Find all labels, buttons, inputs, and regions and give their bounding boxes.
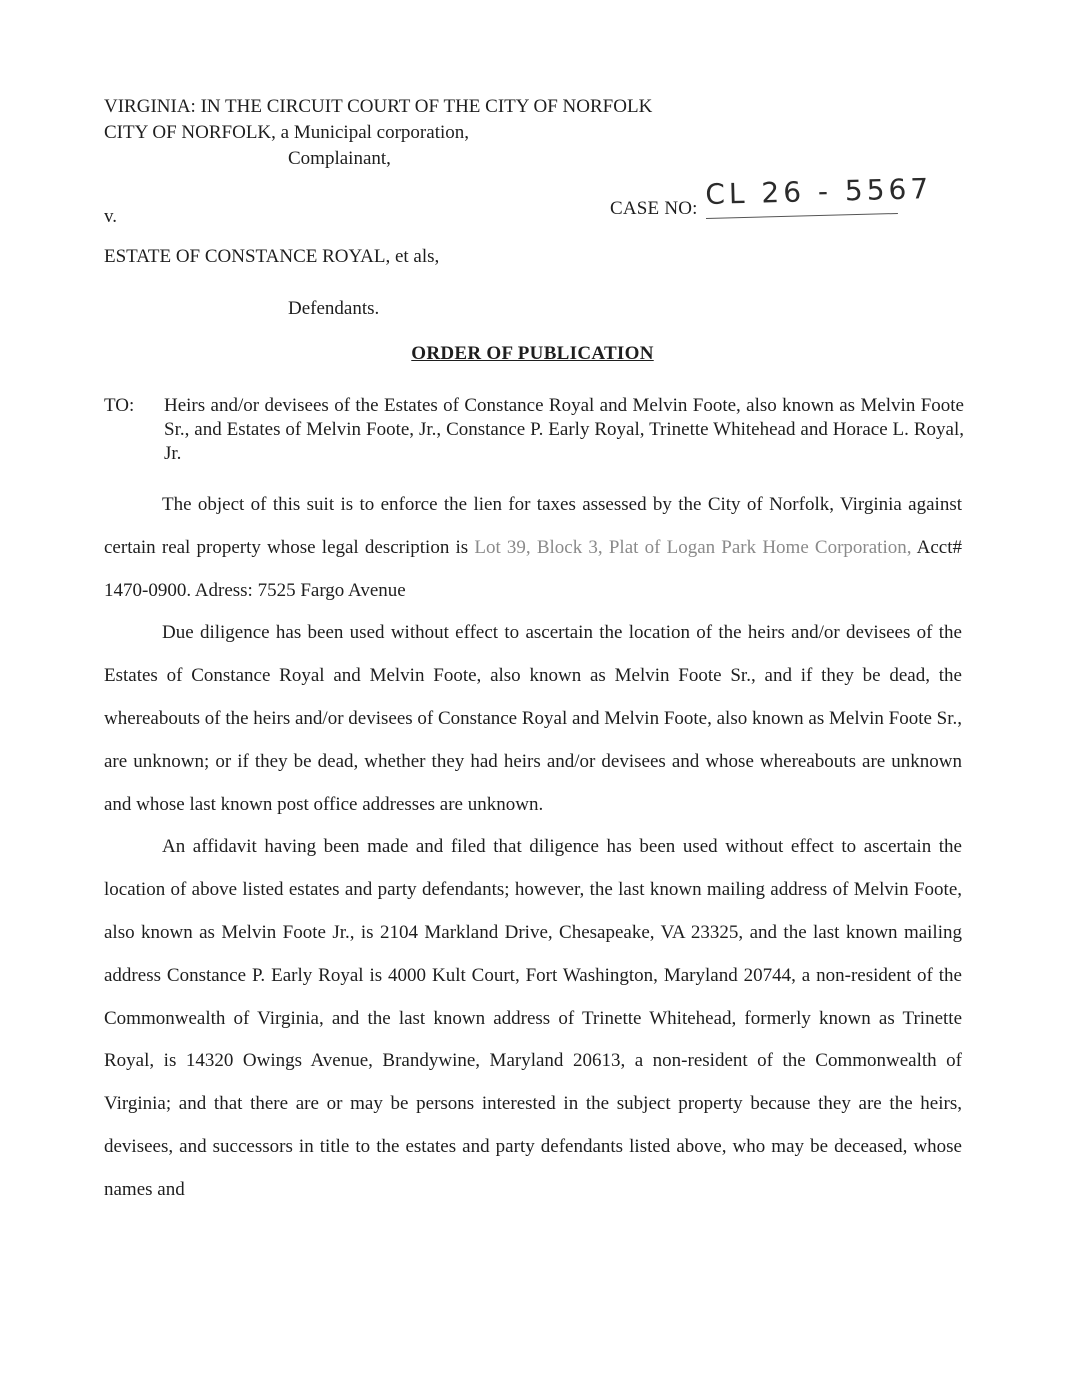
versus-label: v. xyxy=(104,206,118,227)
paragraph-suit-object-start: The object of this suit is to enforce the lien for taxes assessed by the City of Norfolk, Virginia against certain real property whose legal description is xyxy=(104,494,962,558)
complainant-role: Complainant, xyxy=(288,148,391,169)
court-heading: VIRGINIA: IN THE CIRCUIT COURT OF THE CITY OF NORFOLK xyxy=(104,96,653,117)
document-title: ORDER OF PUBLICATION xyxy=(411,343,654,364)
paragraph-due-diligence: Due diligence has been used without effect to ascertain the location of the heirs and/or devisees of the Estates of Constance Royal and Melvin Foote, also known as Melvin Foote Sr., and if they be dead, the whereabouts of the heirs and/or devisees of Constance Royal and Melvin Foote, also known as Melvin Foote Sr., are unknown; or if they be dead, whether they had heirs and/or devisees and whose whereabouts are unknown and whose last known post office addresses are unknown. xyxy=(104,622,963,815)
legal-description: Lot 39, Block 3, Plat of Logan Park Home Corporation, xyxy=(474,536,912,558)
addressee-label: TO: xyxy=(104,395,135,416)
addressee-text: Heirs and/or devisees of the Estates of Constance Royal and Melvin Foote, also known as Melvin Foote Sr., and Estates of Melvin Foote, Jr., Constance P. Early Royal, Trinette Whitehead and Horace L. Royal, Jr. xyxy=(164,395,964,464)
complainant-name: CITY OF NORFOLK, a Municipal corporation, xyxy=(104,122,469,143)
addressee-section xyxy=(104,394,964,466)
defendant-role: Defendants. xyxy=(288,298,380,319)
document-body xyxy=(104,484,962,1212)
paragraph-suit-object-end: Acct# 1470-0900. Adress: 7525 Fargo Avenue xyxy=(104,536,962,601)
paragraph-suit-object xyxy=(104,484,962,612)
case-number-handwritten: CL 26 - 5567 xyxy=(705,171,898,219)
defendant-name: ESTATE OF CONSTANCE ROYAL, et als, xyxy=(104,246,440,267)
paragraph-affidavit: An affidavit having been made and filed that diligence has been used without effect to ascertain the location of above listed estates and party defendants; however, the last known mailing address of Melvin Foote, also known as Melvin Foote Jr., is 2104 Markland Drive, Chesapeake, VA 23325, and the last known mailing address Constance P. Early Royal is 4000 Kult Court, Fort Washington, Maryland 20744, a non-resident of the Commonwealth of Virginia, and the last known address of Trinette Whitehead, formerly known as Trinette Royal, is 14320 Owings Avenue, Brandywine, Maryland 20613, a non-resident of the Commonwealth of Virginia; and that there are or may be persons interested in the subject property because they are the heirs, devisees, and successors in title to the estates and party defendants listed above, who may be deceased, whose names and xyxy=(104,836,962,1200)
case-number-label: CASE NO: xyxy=(610,198,698,219)
